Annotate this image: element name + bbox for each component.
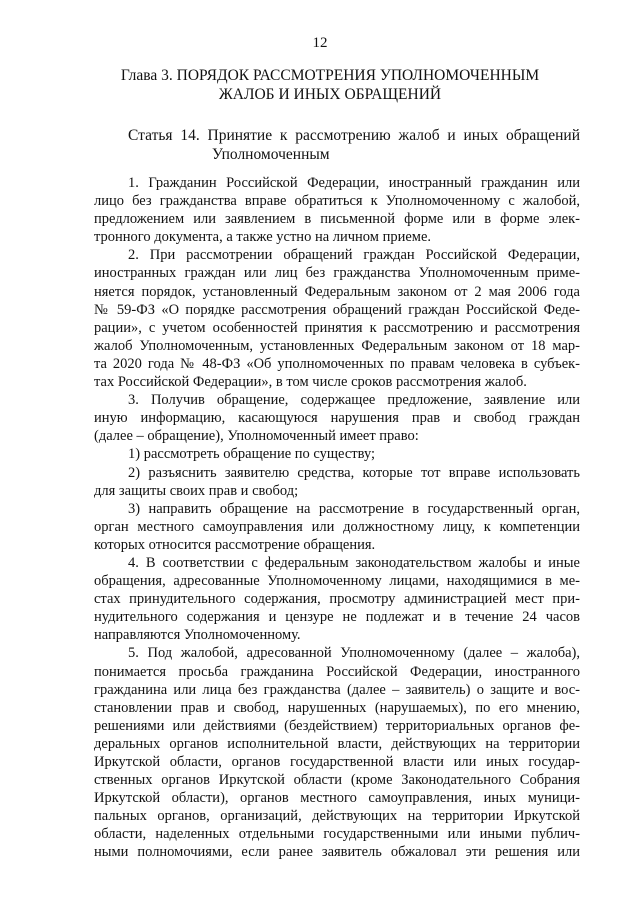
paragraph-line: 2) разъяснить заявителю средства, которые тот вправе использовать bbox=[128, 464, 580, 481]
paragraph bbox=[94, 464, 580, 500]
paragraph-line: жалоб Уполномоченным, установленных Федеральным законом от 18 мар- bbox=[94, 337, 580, 354]
paragraph-line: гражданина или лица без гражданства (далее – заявитель) о защите и вос- bbox=[94, 681, 580, 698]
chapter-heading-line: Глава 3. ПОРЯДОК РАССМОТРЕНИЯ УПОЛНОМОЧЕННЫМ bbox=[120, 67, 540, 84]
paragraph-line: иную информацию, касающуюся нарушения прав и свобод граждан bbox=[94, 410, 580, 427]
article-heading-line: Статья 14. Принятие к рассмотрению жалоб и иных обращений bbox=[128, 127, 580, 144]
paragraph-line: нудительного содержания и цензуре не подлежат и в течение 24 часов bbox=[94, 609, 580, 626]
paragraph bbox=[94, 644, 580, 861]
paragraph-line: ными полномочиями, если ранее заявитель обжаловал эти решения или bbox=[94, 844, 580, 861]
paragraph-line: деральных органов исполнительной власти, действующих на территории bbox=[94, 735, 580, 752]
paragraph-line: 3. Получив обращение, содержащее предложение, заявление или bbox=[128, 392, 580, 409]
article-heading bbox=[128, 126, 580, 164]
paragraph bbox=[94, 500, 580, 554]
paragraph-line: рации», с учетом особенностей принятия к рассмотрению и рассмотрения bbox=[94, 319, 580, 336]
paragraph-line: тронного документа, а также устно на личном приеме. bbox=[94, 229, 432, 246]
paragraph-line: (далее – обращение), Уполномоченный имеет право: bbox=[94, 428, 419, 445]
paragraph-line: 4. В соответствии с федеральным законодательством жалобы и иные bbox=[128, 554, 580, 571]
chapter-heading bbox=[100, 66, 560, 104]
paragraph-line: решениями или действиями (бездействием) территориальных органов фе- bbox=[94, 717, 580, 734]
paragraph-line: 1. Гражданин Российской Федерации, иностранный гражданин или bbox=[128, 175, 580, 191]
paragraph-line: для защиты своих прав и свобод; bbox=[94, 482, 299, 499]
paragraph-line: которых относится рассмотрение обращения. bbox=[94, 536, 376, 553]
paragraph-line: предложением или заявлением в письменной форме или в форме элек- bbox=[94, 211, 580, 228]
paragraph-line: направляются Уполномоченному. bbox=[94, 627, 301, 644]
paragraph-line: 5. Под жалобой, адресованной Уполномоченному (далее – жалоба), bbox=[128, 645, 580, 662]
paragraph-line: та 2020 года № 48-ФЗ «Об уполномоченных по правам человека в субъек- bbox=[94, 355, 580, 372]
paragraph-line: Иркутской области), органов местного самоуправления, иных муници- bbox=[94, 790, 580, 807]
paragraph-line: ственных органов Иркутской области (кроме Законодательного Собрания bbox=[94, 772, 580, 789]
article-body bbox=[94, 174, 580, 862]
paragraph-line: 2. При рассмотрении обращений граждан Российской Федерации, bbox=[128, 247, 580, 264]
paragraph-line: лицо без гражданства вправе обратиться к Уполномоченному с жалобой, bbox=[94, 193, 580, 210]
paragraph bbox=[94, 554, 580, 644]
paragraph-line: становлении прав и свобод, нарушенных (нарушаемых), по его мнению, bbox=[94, 699, 580, 716]
paragraph bbox=[94, 174, 580, 246]
paragraph bbox=[94, 246, 580, 391]
paragraph-line: обращения, адресованные Уполномоченному лицами, находящимися в ме- bbox=[94, 573, 580, 590]
paragraph-line: пальных органов, организаций, действующих на территории Иркутской bbox=[94, 808, 580, 825]
paragraph-line: тах Российской Федерации», в том числе сроков рассмотрения жалоб. bbox=[94, 374, 527, 391]
paragraph-line: 3) направить обращение на рассмотрение в государственный орган, bbox=[128, 500, 580, 517]
paragraph-line: стах принудительного содержания, просмотру администрацией мест при- bbox=[94, 591, 580, 608]
paragraph-line: понимается просьба гражданина Российской Федерации, иностранного bbox=[94, 663, 580, 680]
article-heading-line: Уполномоченным bbox=[212, 146, 330, 163]
paragraph bbox=[94, 445, 580, 463]
paragraph-line: няется порядок, установленный Федеральным законом от 2 мая 2006 года bbox=[94, 283, 580, 300]
paragraph-line: области, наделенных отдельными государственными или иными публич- bbox=[94, 826, 580, 843]
paragraph-line: орган местного самоуправления или должностному лицу, к компетенции bbox=[94, 518, 580, 535]
chapter-heading-line: ЖАЛОБ И ИНЫХ ОБРАЩЕНИЙ bbox=[218, 86, 442, 103]
paragraph-line: 1) рассмотреть обращение по существу; bbox=[128, 446, 376, 463]
paragraph-line: Иркутской области, органов государственной власти или иных государ- bbox=[94, 754, 580, 770]
paragraph-line: № 59-ФЗ «О порядке рассмотрения обращений граждан Российской Феде- bbox=[94, 301, 580, 318]
paragraph bbox=[94, 391, 580, 445]
page-number: 12 bbox=[312, 35, 328, 51]
paragraph-line: иностранных граждан или лиц без гражданства Уполномоченным приме- bbox=[94, 265, 580, 282]
